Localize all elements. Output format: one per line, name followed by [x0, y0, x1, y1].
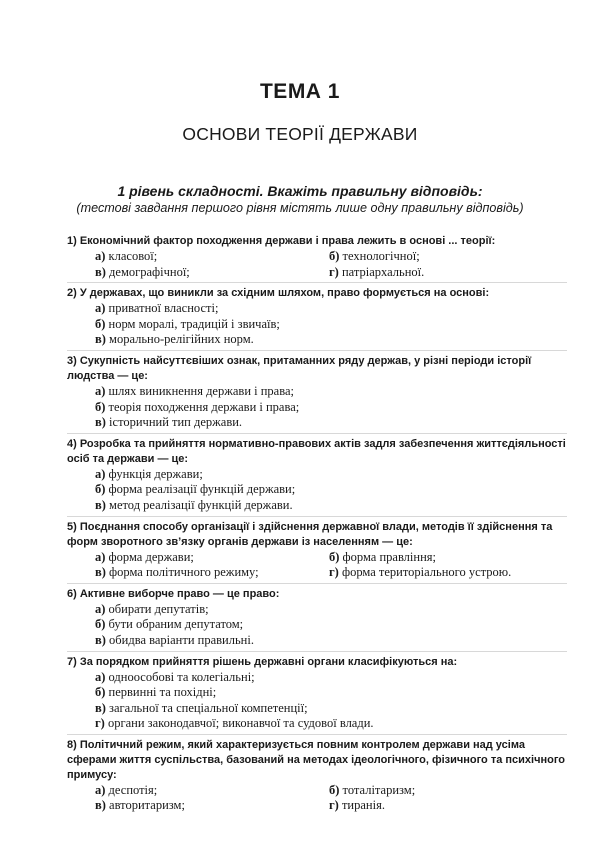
answer-letter: б) — [95, 685, 106, 700]
question-text: 4) Розробка та прийняття нормативно-правових актів задля забезпечення життєдіяльності осіб та держави — це: — [67, 437, 566, 465]
answer-text: обидва варіанти правильні. — [109, 632, 254, 647]
answer-option — [95, 783, 329, 799]
question-8 — [67, 734, 567, 814]
answer-option — [95, 633, 567, 649]
answer-text: форма держави; — [108, 549, 194, 564]
answer-text: авторитаризм; — [109, 798, 185, 813]
answer-text: одноособові та колегіальні; — [108, 669, 255, 684]
question-5 — [67, 516, 567, 581]
difficulty-level-title: 1 рівень складності. Вкажіть правильну відповідь: — [117, 183, 483, 199]
question-text: 1) Економічний фактор походження держави і права лежить в основі ... теорії: — [67, 235, 496, 247]
answer-letter: а) — [95, 669, 106, 684]
answer-text: історичний тип держави. — [109, 415, 243, 430]
question-text: 6) Активне виборче право — це право: — [67, 587, 280, 600]
answer-letter: а) — [95, 466, 106, 481]
answer-text: первинні та похідні; — [108, 685, 217, 700]
answer-letter: в) — [95, 632, 106, 647]
question-4 — [67, 433, 567, 514]
answer-option — [329, 783, 569, 799]
section-title: ОСНОВИ ТЕОРІЇ ДЕРЖАВИ — [182, 124, 418, 144]
difficulty-level-note: (тестові завдання першого рівня містять лише одну правильну відповідь) — [76, 201, 524, 215]
answer-letter: в) — [95, 798, 106, 813]
question-text: 7) За порядком прийняття рішень державні органи класифікуються на: — [67, 655, 458, 668]
answer-option — [95, 249, 329, 265]
answer-options — [67, 670, 567, 732]
answer-option — [329, 565, 569, 581]
answer-text: форма правління; — [342, 549, 436, 564]
answer-option — [329, 249, 569, 265]
answer-text: приватної власності; — [108, 301, 219, 316]
answer-option — [95, 400, 567, 416]
theme-title: ТЕМА 1 — [259, 80, 340, 103]
answer-text: деспотія; — [108, 782, 158, 797]
answer-text: патріархальної. — [341, 264, 425, 279]
answer-options — [67, 783, 567, 814]
answer-option — [95, 798, 329, 814]
question-text: 8) Політичний режим, який характеризується повним контролем держави над усіма сферами життя суспільства, базований на методах ідеологічного, фізичного та психічного примусу: — [67, 738, 565, 781]
answer-text: форма політичного режиму; — [109, 565, 259, 580]
answer-option — [95, 565, 329, 581]
answer-text: тиранія. — [341, 798, 385, 813]
answer-option — [95, 716, 567, 732]
answer-text: тоталітаризм; — [342, 782, 416, 797]
answer-letter: б) — [329, 249, 340, 263]
answer-option — [95, 317, 567, 333]
answer-letter: г) — [329, 565, 339, 580]
answer-letter: б) — [95, 316, 106, 331]
answer-option — [95, 685, 567, 701]
answer-letter: б) — [329, 549, 340, 564]
answer-letter: г) — [329, 264, 339, 279]
answer-option — [95, 550, 329, 566]
answer-text: органи законодавчої; виконавчої та судової влади. — [107, 716, 374, 731]
answer-text: технологічної; — [342, 249, 420, 263]
answer-text: демографічної; — [109, 264, 190, 279]
answer-letter: а) — [95, 601, 106, 616]
answer-text: форма територіального устрою. — [341, 565, 512, 580]
answer-text: теорія походження держави і права; — [108, 399, 300, 414]
answer-text: шлях виникнення держави і права; — [108, 383, 294, 398]
answer-option — [95, 498, 567, 514]
answer-text: обирати депутатів; — [108, 601, 209, 616]
answer-text: метод реалізації функцій держави. — [109, 497, 293, 512]
answer-letter: г) — [329, 798, 339, 813]
answer-options — [67, 249, 567, 280]
answer-letter: а) — [95, 249, 106, 263]
answer-option — [95, 467, 567, 483]
answer-text: функція держави; — [108, 466, 203, 481]
answer-letter: в) — [95, 264, 106, 279]
answer-option — [329, 550, 569, 566]
question-text: 5) Поєднання способу організації і здійснення державної влади, методів її здійснення та форм зворотного зв’язку органів держави із населенням — це: — [67, 520, 553, 548]
answer-letter: в) — [95, 565, 106, 580]
question-text: 3) Сукупність найсуттєвіших ознак, притаманних ряду держав, у різні періоди історії людства — це: — [67, 354, 532, 382]
answer-option — [95, 617, 567, 633]
answer-letter: б) — [95, 399, 106, 414]
answer-options — [67, 602, 567, 649]
answer-text: бути обраним депутатом; — [108, 617, 244, 632]
question-2 — [67, 282, 567, 348]
answer-letter: а) — [95, 301, 106, 316]
answer-letter: а) — [95, 782, 106, 797]
question-3 — [67, 350, 567, 431]
answer-text: морально-релігійних норм. — [109, 332, 254, 347]
answer-letter: в) — [95, 415, 106, 430]
answer-option — [95, 482, 567, 498]
question-1 — [67, 232, 567, 280]
answer-option — [95, 384, 567, 400]
answer-text: норм моралі, традицій і звичаїв; — [108, 316, 280, 331]
question-7 — [67, 651, 567, 732]
answer-letter: г) — [95, 716, 105, 731]
answer-letter: в) — [95, 332, 106, 347]
answer-letter: а) — [95, 549, 106, 564]
answer-letter: б) — [95, 617, 106, 632]
answer-option — [95, 332, 567, 348]
question-text: 2) У державах, що виникли за східним шляхом, право формується на основі: — [67, 287, 490, 300]
answer-letter: б) — [329, 782, 340, 797]
question-list — [67, 232, 567, 816]
answer-options — [67, 301, 567, 348]
answer-option — [95, 602, 567, 618]
answer-option — [329, 798, 569, 814]
question-6 — [67, 583, 567, 649]
answer-options — [67, 467, 567, 514]
answer-option — [95, 415, 567, 431]
answer-options — [67, 384, 567, 431]
answer-text: загальної та спеціальної компетенції; — [109, 700, 308, 715]
answer-letter: в) — [95, 700, 106, 715]
answer-option — [95, 301, 567, 317]
answer-text: форма реалізації функцій держави; — [108, 482, 296, 497]
answer-option — [95, 701, 567, 717]
answer-option — [95, 265, 329, 281]
answer-letter: а) — [95, 383, 106, 398]
answer-letter: б) — [95, 482, 106, 497]
answer-text: класової; — [108, 249, 158, 263]
answer-letter: в) — [95, 497, 106, 512]
answer-option — [329, 265, 569, 281]
answer-option — [95, 670, 567, 686]
answer-options — [67, 550, 567, 581]
